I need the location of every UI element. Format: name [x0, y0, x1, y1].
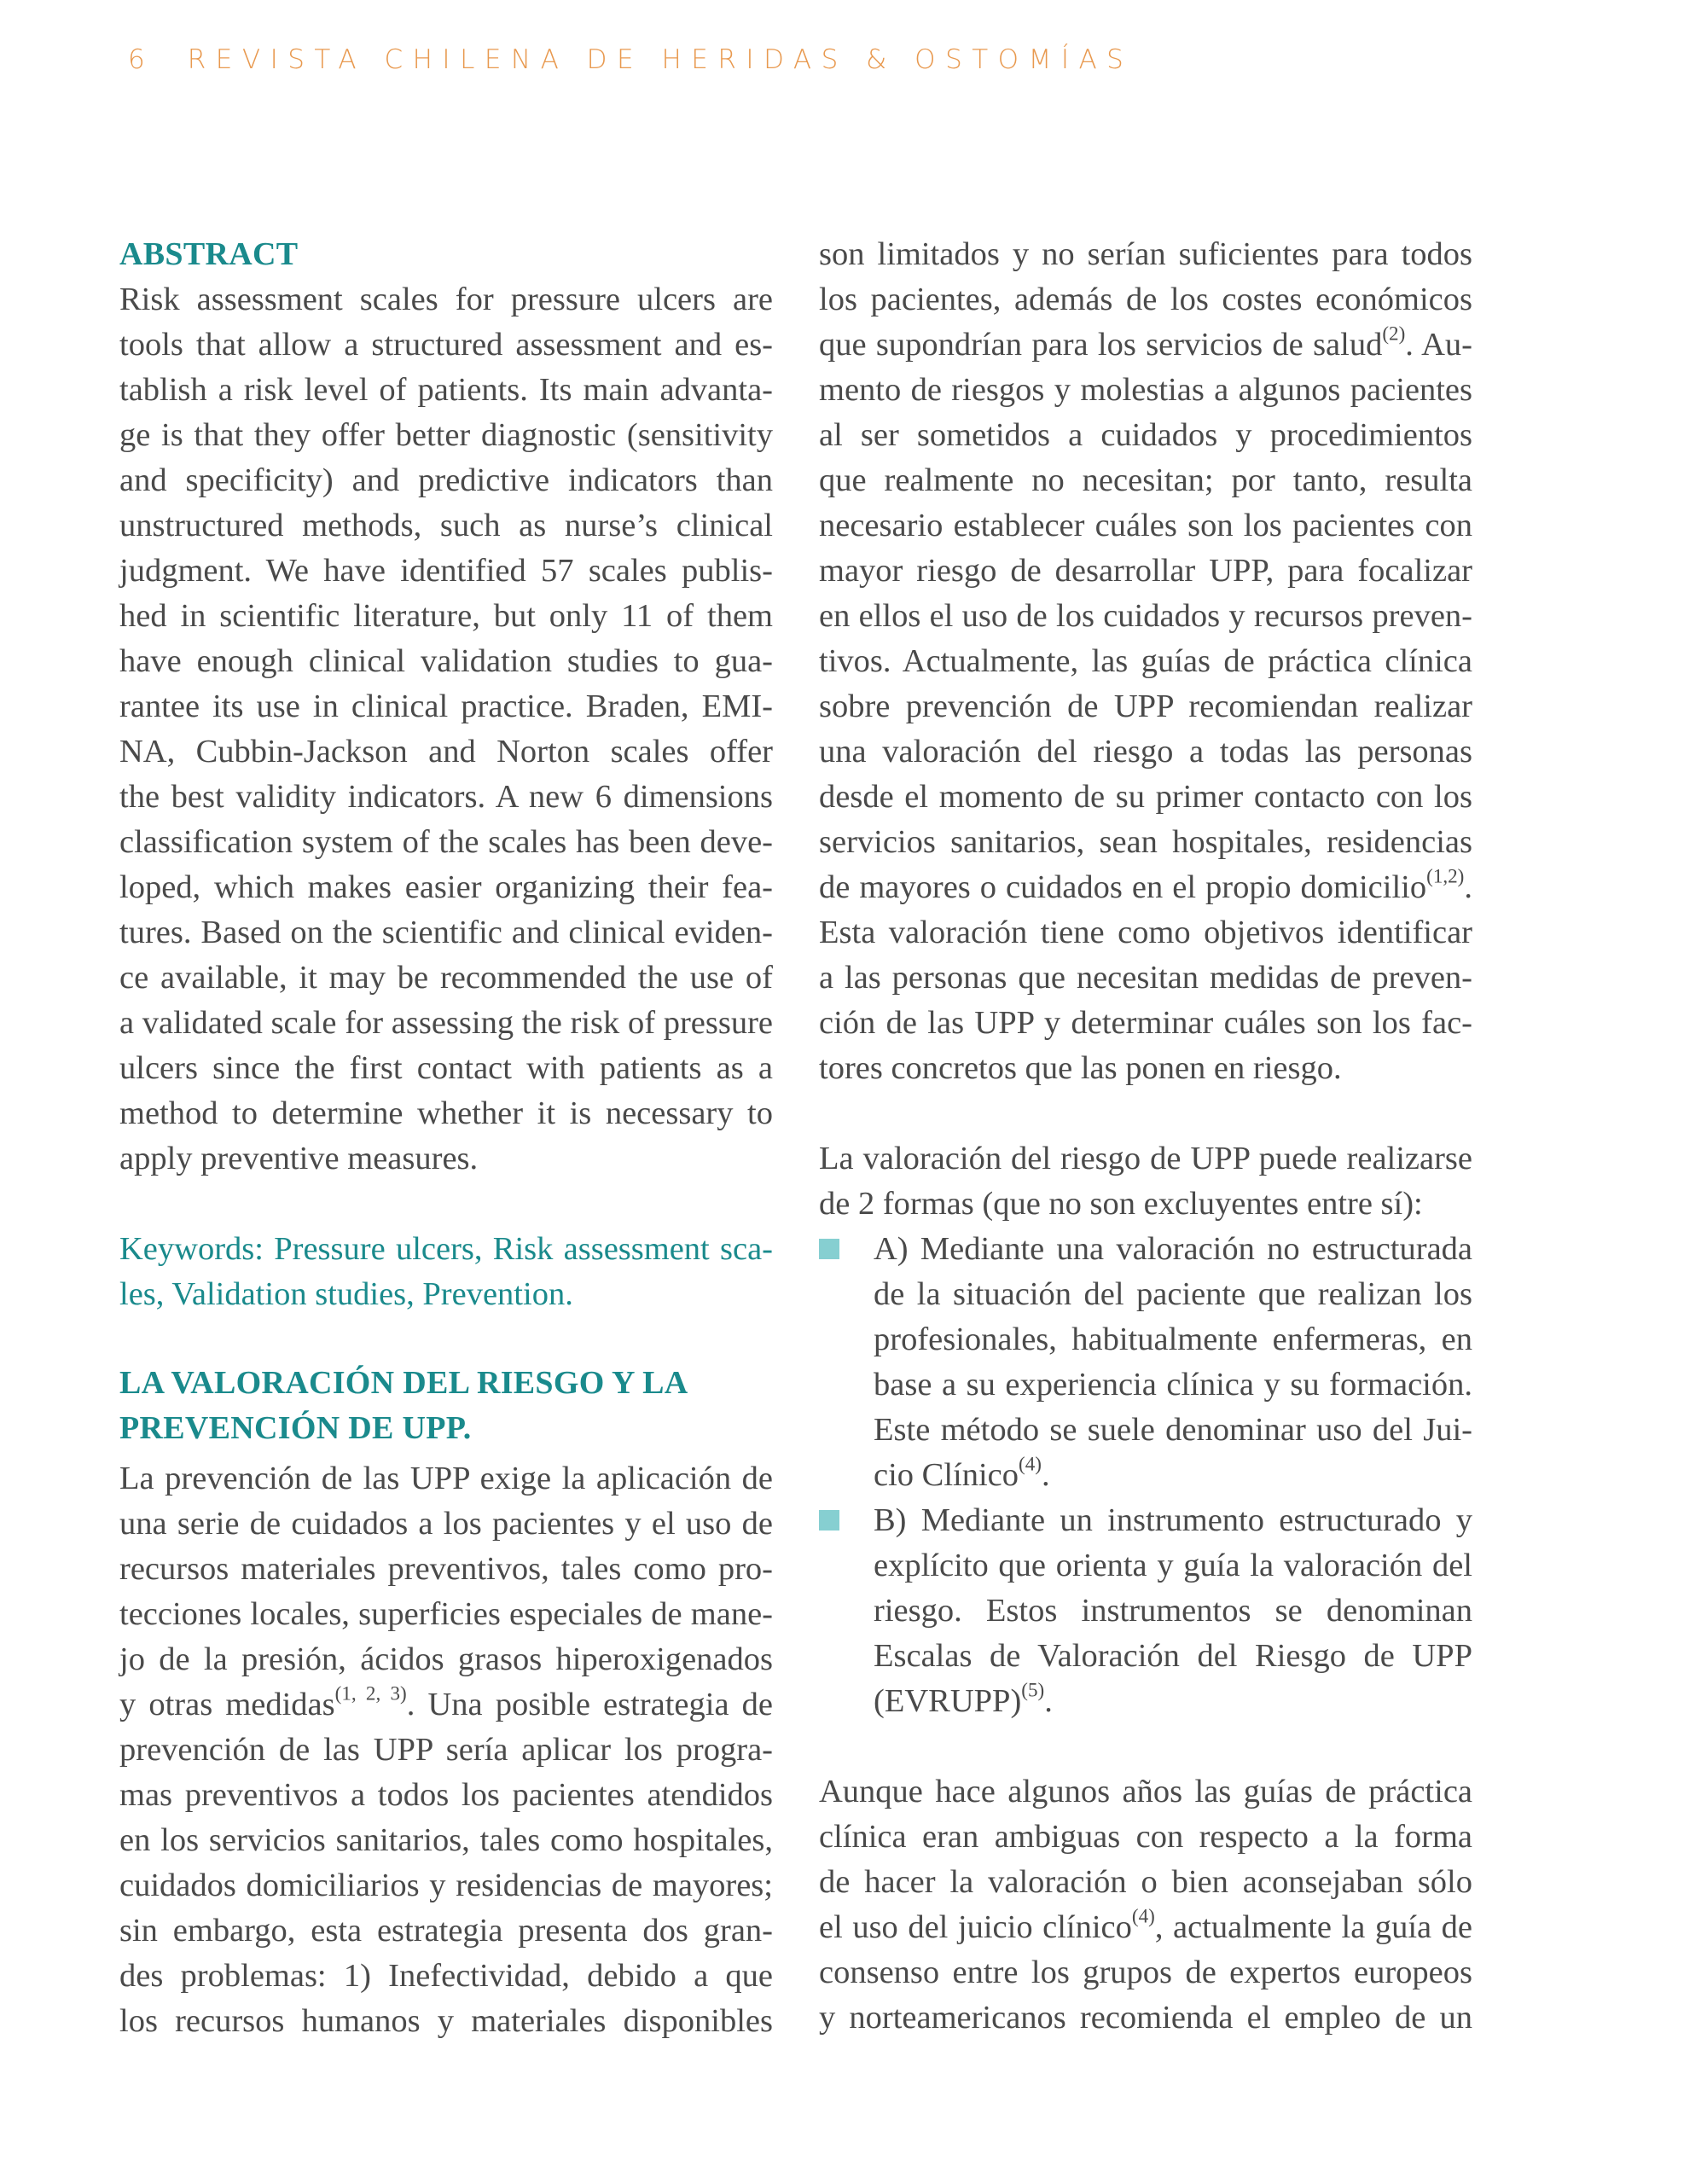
abstract-body	[119, 277, 773, 1182]
right-column	[819, 232, 1472, 2041]
abstract-line: the best validity indicators. A new 6 dimensions	[119, 779, 773, 815]
body-text: . Una posible estrategia de	[406, 1687, 773, 1722]
body-line	[119, 1682, 773, 1728]
body-text: cio Clínico	[874, 1457, 1019, 1493]
body-line: des problemas: 1) Inefectividad, debido a que	[119, 1958, 773, 1994]
body-line: ción de las UPP y determinar cuáles son los fac-	[819, 1005, 1472, 1041]
abstract-line: loped, which makes easier organizing their fea-	[119, 869, 773, 905]
page-number: 6	[128, 44, 145, 75]
section-body-right	[819, 232, 1472, 1091]
body-line: que realmente no necesitan; por tanto, resulta	[819, 462, 1472, 498]
body-line: sobre prevención de UPP recomiendan realizar	[819, 688, 1472, 724]
body-text: el uso del juicio clínico	[819, 1909, 1132, 1945]
spacer	[119, 1182, 773, 1227]
abstract-line: apply preventive measures.	[119, 1141, 479, 1176]
spacer	[819, 1091, 1472, 1136]
citation: (5)	[1021, 1678, 1045, 1701]
body-line: consenso entre los grupos de expertos europeos	[819, 1955, 1472, 1990]
body-line: mas preventivos a todos los pacientes atendidos	[119, 1777, 773, 1813]
body-text: de mayores o cuidados en el propio domicilio	[819, 869, 1427, 905]
spacer	[819, 1724, 1472, 1769]
abstract-line: unstructured methods, such as nurse’s clinical	[119, 508, 773, 543]
keywords-line: les, Validation studies, Prevention.	[119, 1276, 573, 1312]
square-bullet-icon	[819, 1510, 839, 1531]
bullet-line: A) Mediante una valoración no estructurada	[874, 1231, 1472, 1267]
abstract-line: have enough clinical validation studies to gua-	[119, 643, 773, 679]
body-text: (EVRUPP)	[874, 1683, 1022, 1719]
bullet-line: explícito que orienta y guía la valoración del	[874, 1548, 1472, 1583]
body-line: los pacientes, además de los costes económicos	[819, 282, 1472, 317]
citation: (1, 2, 3)	[334, 1682, 407, 1705]
body-line: Aunque hace algunos años las guías de práctica	[819, 1774, 1472, 1809]
section-heading	[119, 1361, 773, 1451]
square-bullet-icon	[819, 1239, 839, 1259]
abstract-line: a validated scale for assessing the risk of pressure	[119, 1005, 773, 1041]
bullet-line: Escalas de Valoración del Riesgo de UPP	[874, 1638, 1472, 1674]
body-line: tecciones locales, superficies especiales de mane-	[119, 1596, 773, 1632]
abstract-line: ulcers since the first contact with patients as a	[119, 1050, 773, 1086]
citation: (2)	[1382, 322, 1406, 345]
bullet-line	[874, 1453, 1472, 1498]
body-line: son limitados y no serían suficientes para todos	[819, 236, 1472, 272]
abstract-line: ge is that they offer better diagnostic (sensitivity	[119, 417, 773, 453]
body-line: tivos. Actualmente, las guías de práctica clínica	[819, 643, 1472, 679]
body-line: y norteamericanos recomienda el empleo de un	[819, 2000, 1472, 2036]
abstract-line: judgment. We have identified 57 scales publis-	[119, 553, 773, 589]
body-line: de 2 formas (que no son excluyentes entre sí):	[819, 1186, 1423, 1222]
body-text: que supondrían para los servicios de salud	[819, 327, 1383, 363]
section-heading-line: PREVENCIÓN DE UPP.	[119, 1410, 472, 1446]
body-line: una valoración del riesgo a todas las personas	[819, 734, 1472, 770]
body-line: sin embargo, esta estrategia presenta dos gran-	[119, 1913, 773, 1949]
abstract-line: NA, Cubbin-Jackson and Norton scales offer	[119, 734, 773, 770]
journal-title: REVISTA CHILENA DE HERIDAS & OSTOMÍAS	[187, 44, 1134, 75]
citation: (1,2)	[1426, 864, 1465, 887]
left-column	[119, 232, 773, 2044]
abstract-line: classification system of the scales has been deve-	[119, 824, 773, 860]
body-line: mayor riesgo de desarrollar UPP, para focalizar	[819, 553, 1472, 589]
bullet-item-b	[819, 1498, 1472, 1724]
body-line: Esta valoración tiene como objetivos identificar	[819, 915, 1472, 950]
running-header	[128, 44, 1133, 75]
body-text: . Au-	[1405, 327, 1472, 363]
body-line: en ellos el uso de los cuidados y recursos preven-	[819, 598, 1472, 634]
forms-intro	[819, 1136, 1472, 1227]
body-line: necesario establecer cuáles son los pacientes con	[819, 508, 1472, 543]
body-line	[819, 1905, 1472, 1950]
body-line: una serie de cuidados a los pacientes y el uso de	[119, 1506, 773, 1542]
body-line: en los servicios sanitarios, tales como hospitales,	[119, 1822, 773, 1858]
body-text: .	[1044, 1683, 1053, 1719]
abstract-line: ce available, it may be recommended the use of	[119, 960, 773, 996]
abstract-line: hed in scientific literature, but only 11 of them	[119, 598, 773, 634]
bullet-text	[819, 1227, 1472, 1498]
body-text: y otras medidas	[119, 1687, 335, 1722]
abstract-heading: ABSTRACT	[119, 236, 299, 272]
body-line	[819, 322, 1472, 368]
section-heading-line: LA VALORACIÓN DEL RIESGO Y LA	[119, 1365, 688, 1401]
keywords	[119, 1227, 773, 1317]
section-body-left	[119, 1456, 773, 2044]
keywords-line: Keywords: Pressure ulcers, Risk assessment sca-	[119, 1231, 773, 1267]
body-line: mento de riesgos y molestias a algunos pacientes	[819, 372, 1472, 408]
citation: (4)	[1019, 1452, 1042, 1475]
body-line: tores concretos que las ponen en riesgo.	[819, 1050, 1342, 1086]
abstract-line: tools that allow a structured assessment and es-	[119, 327, 773, 363]
body-line: al ser sometidos a cuidados y procedimientos	[819, 417, 1472, 453]
body-line: prevención de las UPP sería aplicar los progra-	[119, 1732, 773, 1768]
body-line: servicios sanitarios, sean hospitales, residencias	[819, 824, 1472, 860]
spacer	[119, 1317, 773, 1362]
bullet-line: base a su experiencia clínica y su formación.	[874, 1367, 1472, 1403]
body-line: cuidados domiciliarios y residencias de mayores;	[119, 1867, 773, 1903]
abstract-line: Risk assessment scales for pressure ulcers are	[119, 282, 773, 317]
body-line: clínica eran ambiguas con respecto a la forma	[819, 1819, 1472, 1855]
body-line: recursos materiales preventivos, tales como pro-	[119, 1551, 773, 1587]
closing-paragraph	[819, 1769, 1472, 2041]
body-text: .	[1041, 1457, 1050, 1493]
bullet-text	[819, 1498, 1472, 1724]
body-line: de hacer la valoración o bien aconsejaban sólo	[819, 1864, 1472, 1900]
citation: (4)	[1131, 1904, 1155, 1927]
body-text: .	[1464, 869, 1472, 905]
abstract-line: rantee its use in clinical practice. Braden, EMI-	[119, 688, 773, 724]
body-line: La valoración del riesgo de UPP puede realizarse	[819, 1141, 1472, 1176]
body-line: a las personas que necesitan medidas de preven-	[819, 960, 1472, 996]
body-line: La prevención de las UPP exige la aplicación de	[119, 1461, 773, 1496]
body-line: desde el momento de su primer contacto con los	[819, 779, 1472, 815]
bullet-line: riesgo. Estos instrumentos se denominan	[874, 1593, 1472, 1629]
body-text: , actualmente la guía de	[1154, 1909, 1473, 1945]
abstract-line: method to determine whether it is necessary to	[119, 1095, 773, 1131]
abstract-line: tures. Based on the scientific and clinical eviden-	[119, 915, 773, 950]
bullet-line: de la situación del paciente que realizan los	[874, 1276, 1472, 1312]
body-line: jo de la presión, ácidos grasos hiperoxigenados	[119, 1641, 773, 1677]
bullet-line	[874, 1679, 1472, 1724]
bullet-item-a	[819, 1227, 1472, 1498]
bullet-line: B) Mediante un instrumento estructurado y	[874, 1502, 1472, 1538]
bullet-line: profesionales, habitualmente enfermeras, en	[874, 1321, 1472, 1357]
bullet-line: Este método se suele denominar uso del Jui-	[874, 1412, 1472, 1448]
body-line: los recursos humanos y materiales disponibles	[119, 2003, 773, 2039]
body-line	[819, 865, 1472, 910]
abstract-line: and specificity) and predictive indicators than	[119, 462, 773, 498]
abstract-line: tablish a risk level of patients. Its main advanta-	[119, 372, 773, 408]
